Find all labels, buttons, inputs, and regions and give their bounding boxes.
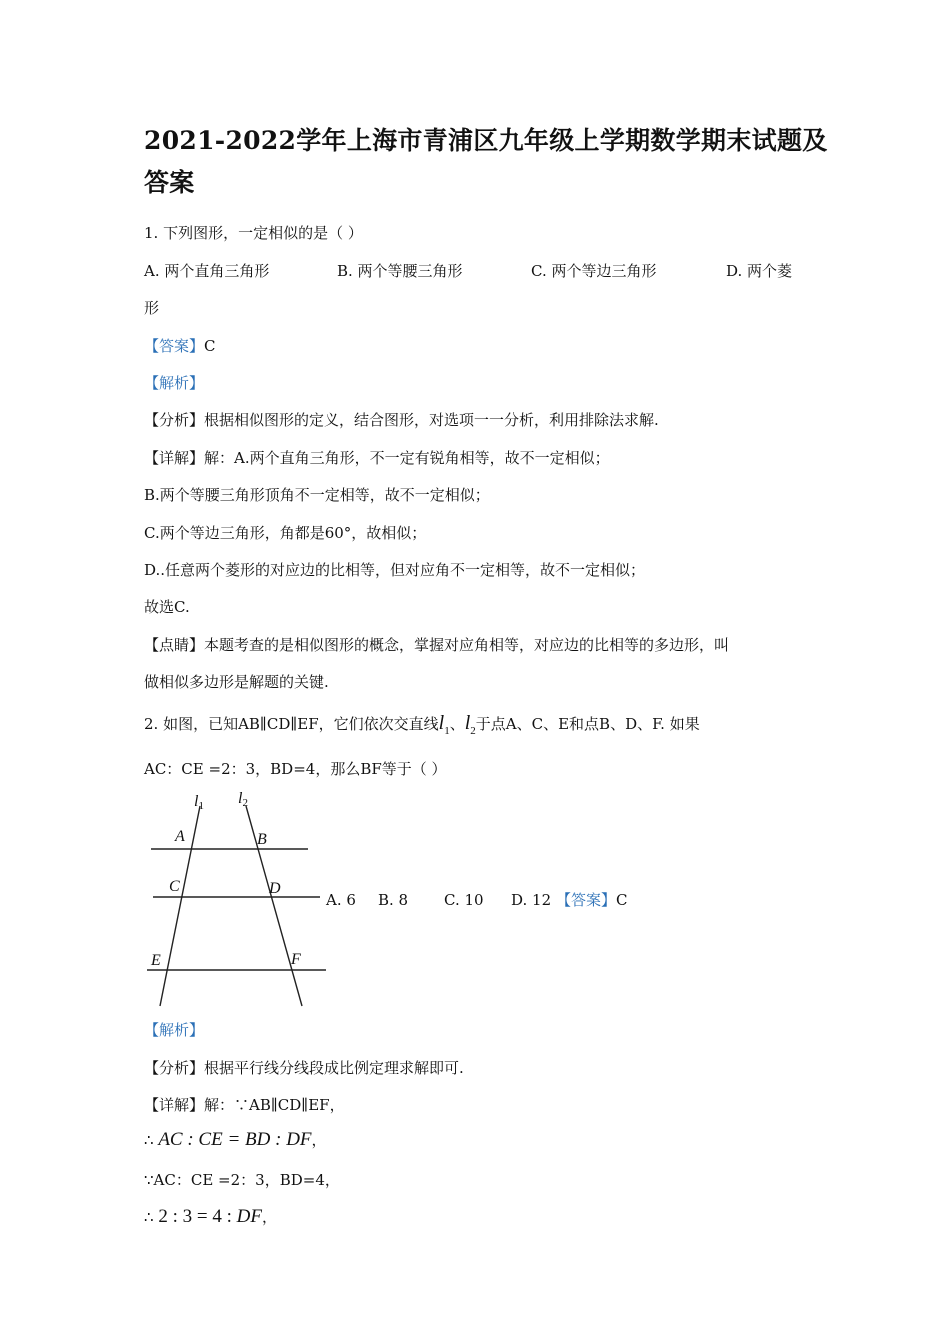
q1-fenxi xyxy=(144,409,659,431)
q1-dianjing xyxy=(144,634,729,656)
therefore-symbol: ∴ xyxy=(144,1208,154,1226)
figure-label-b: B xyxy=(257,831,267,848)
numeric-ratio: 2 : 3 = 4 : DF xyxy=(158,1206,262,1227)
q1-answer xyxy=(144,335,216,357)
q2-step3 xyxy=(144,1206,277,1228)
answer-tag: 【答案】 xyxy=(556,891,617,909)
q2-option-c: C. 10 xyxy=(444,891,484,909)
therefore-symbol: ∴ xyxy=(144,1131,154,1149)
figure-label-e: E xyxy=(151,952,161,969)
fenxi-text: 根据相似图形的定义，结合图形，对选项一一分析，利用排除法求解. xyxy=(204,411,659,429)
q2-fenxi xyxy=(144,1057,464,1079)
q2-option-a: A. 6 xyxy=(326,891,356,909)
comma: ， xyxy=(311,1131,327,1149)
line-l1-label: $l_1$ xyxy=(438,712,450,737)
figure-label-f: F xyxy=(291,951,301,968)
q1-option-a: A. 两个直角三角形 xyxy=(144,262,270,280)
q1-conclusion: 故选C. xyxy=(144,598,190,616)
q2-answer xyxy=(556,889,628,911)
q2-sep: 、 xyxy=(449,715,465,733)
q1-option-d-wrap: 形 xyxy=(144,299,160,317)
q1-line-b: B.两个等腰三角形顶角不一定相等，故不一定相似； xyxy=(144,486,490,504)
answer-value: C xyxy=(616,891,628,909)
q1-line-d: D..任意两个菱形的对应边的比相等，但对应角不一定相等，故不一定相似； xyxy=(144,561,646,579)
q1-option-c: C. 两个等边三角形 xyxy=(531,262,657,280)
dianjing-text: 本题考查的是相似图形的概念，掌握对应角相等，对应边的比相等的多边形，叫 xyxy=(204,636,730,654)
q1-analysis-tag: 【解析】 xyxy=(144,374,205,392)
xiangjie-tag: 【详解】 xyxy=(144,1096,205,1114)
answer-tag: 【答案】 xyxy=(144,337,205,355)
comma: ， xyxy=(261,1208,277,1226)
q2-step2: ∵AC：CE =2：3，BD=4， xyxy=(144,1171,340,1189)
xiangjie-text: 解：∵AB∥CD∥EF， xyxy=(204,1096,345,1114)
q2-stem-part-a: 2. 如图，已知AB∥CD∥EF，它们依次交直线 xyxy=(144,715,439,733)
q2-stem-cont: AC：CE =2：3，BD=4，那么BF等于（ ） xyxy=(144,760,447,778)
answer-value: C xyxy=(204,337,216,355)
q2-stem-part-b: 于点A、C、E和点B、D、F. 如果 xyxy=(475,715,700,733)
q2-option-d: D. 12 xyxy=(511,891,552,909)
q2-step1 xyxy=(144,1129,327,1151)
figure-label-d: D xyxy=(269,880,281,897)
xiangjie-tag: 【详解】 xyxy=(144,449,205,467)
line-l2 xyxy=(246,806,302,1006)
q2-xiangjie xyxy=(144,1094,345,1116)
figure-label-c: C xyxy=(169,878,180,895)
q1-xiangjie xyxy=(144,447,610,469)
q1-line-c: C.两个等边三角形，角都是60°，故相似； xyxy=(144,524,427,542)
figure-label-a: A xyxy=(175,828,185,845)
fenxi-text: 根据平行线分线段成比例定理求解即可. xyxy=(204,1059,464,1077)
dianjing-tag: 【点睛】 xyxy=(144,636,205,654)
parallel-lines-figure xyxy=(144,786,334,1010)
q1-stem: 1. 下列图形，一定相似的是（ ） xyxy=(144,224,363,242)
figure-label-l1: l1 xyxy=(194,793,204,812)
q2-analysis-tag: 【解析】 xyxy=(144,1021,205,1039)
fenxi-tag: 【分析】 xyxy=(144,411,205,429)
xiangjie-text: 解：A.两个直角三角形，不一定有锐角相等，故不一定相似； xyxy=(204,449,610,467)
ratio-equation: AC : CE = BD : DF xyxy=(158,1129,312,1150)
q1-dianjing-cont: 做相似多边形是解题的关键. xyxy=(144,673,329,691)
fenxi-tag: 【分析】 xyxy=(144,1059,205,1077)
q2-stem xyxy=(144,712,700,742)
figure-label-l2: l2 xyxy=(238,790,248,809)
page-title: 2021-2022学年上海市青浦区九年级上学期数学期末试题及答案 xyxy=(144,126,828,197)
q2-option-b: B. 8 xyxy=(378,891,409,909)
line-l2-label: $l_2$ xyxy=(464,712,476,737)
q1-option-b: B. 两个等腰三角形 xyxy=(337,262,463,280)
q1-option-d: D. 两个菱 xyxy=(726,262,793,280)
